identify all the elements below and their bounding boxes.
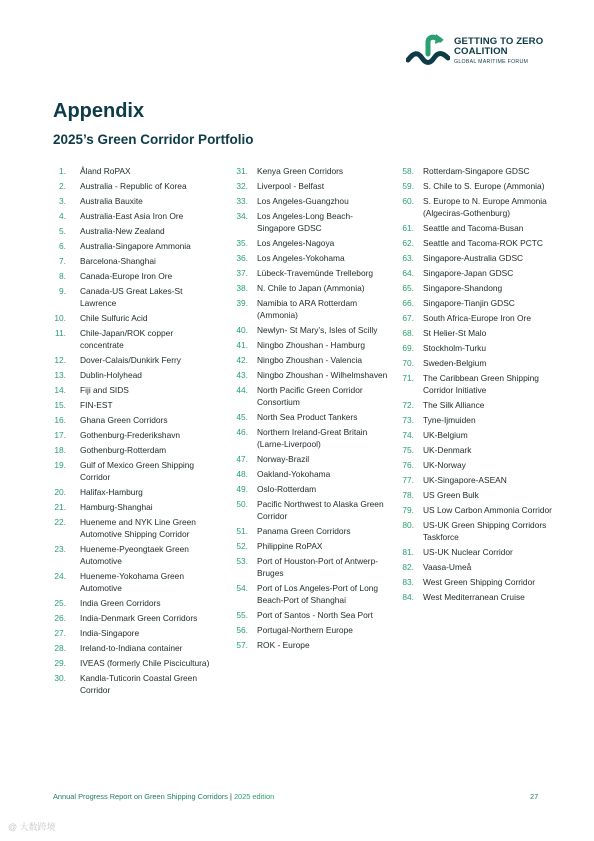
list-item-number: 44. [236,385,248,395]
list-item-label: Hamburg-Shanghai [80,502,153,512]
list-item [396,591,556,603]
list-item-number: 60. [402,196,414,206]
list-item [396,327,556,339]
list-item-label: West Mediterranean Cruise [423,592,525,602]
list-item-number: 22. [54,517,66,527]
list-item-label: Singapore-Tianjin GDSC [423,298,515,308]
list-item-label: Los Angeles-Yokohama [257,253,345,263]
list-item-number: 83. [402,577,414,587]
list-item-number: 14. [54,385,66,395]
list-item-label: Lübeck-Travemünde Trelleborg [257,268,374,278]
footer-separator: | [230,792,232,801]
list-item [230,354,390,366]
corridor-list-column-2 [230,165,390,654]
list-item-label: Stockholm-Turku [423,343,486,353]
list-item-number: 66. [402,298,414,308]
list-item-label: St Helier-St Malo [423,328,487,338]
list-item-label: IVEAS (formerly Chile Piscicultura) [80,658,210,668]
list-item [230,339,390,351]
list-item-number: 63. [402,253,414,263]
list-item [396,222,556,234]
list-item-label: India-Denmark Green Corridors [80,613,198,623]
list-item-label: Port of Santos - North Sea Port [257,610,373,620]
list-item [54,285,214,309]
list-item-number: 48. [236,469,248,479]
logo-text [454,37,543,66]
list-item-label: Hueneme-Pyeongtaek Green Automotive [80,544,189,566]
list-item-number: 31. [236,166,248,176]
list-item-label: Dublin-Holyhead [80,370,142,380]
list-item-label: Port of Houston-Port of Antwerp-Bruges [257,556,379,578]
list-item-label: Hueneme-Yokohama Green Automotive [80,571,184,593]
list-item-label: Hueneme and NYK Line Green Automotive Shipping Corridor [80,517,196,539]
list-item [230,468,390,480]
list-item-number: 54. [236,583,248,593]
list-item [396,519,556,543]
list-item-label: West Green Shipping Corridor [423,577,536,587]
list-item-label: Port of Los Angeles-Port of Long Beach-Port of Shanghai [257,583,379,605]
list-item-label: Åland RoPAX [80,166,131,176]
list-item [230,426,390,450]
page-number: 27 [530,792,539,801]
page-subtitle: 2025’s Green Corridor Portfolio [53,132,254,147]
list-item-number: 42. [236,355,248,365]
list-item-number: 64. [402,268,414,278]
list-item-number: 57. [236,640,248,650]
list-item-label: South Africa-Europe Iron Ore [423,313,531,323]
list-item [54,597,214,609]
list-item [54,612,214,624]
list-item-number: 20. [54,487,66,497]
list-item-label: The Silk Alliance [423,400,485,410]
list-item-number: 21. [54,502,66,512]
list-item [230,180,390,192]
list-item-number: 76. [402,460,414,470]
list-item [230,483,390,495]
list-item-number: 12. [54,355,66,365]
list-item-label: UK-Norway [423,460,466,470]
list-item-label: Liverpool - Belfast [257,181,325,191]
list-item-label: Singapore-Shandong [423,283,503,293]
list-item [54,570,214,594]
list-item-label: Kenya Green Corridors [257,166,344,176]
list-item-number: 51. [236,526,248,536]
list-item-label: UK-Belgium [423,430,468,440]
list-item-number: 23. [54,544,66,554]
list-item-number: 13. [54,370,66,380]
list-item-label: North Sea Product Tankers [257,412,358,422]
list-item [396,282,556,294]
list-item-number: 65. [402,283,414,293]
list-item-label: North Pacific Green Corridor Consortium [257,385,363,407]
list-item-number: 68. [402,328,414,338]
list-item [54,414,214,426]
list-item-number: 35. [236,238,248,248]
list-item [396,342,556,354]
list-item [396,195,556,219]
list-item-label: S. Europe to N. Europe Ammonia (Algeciras-Gothenburg) [423,196,547,218]
list-item [396,444,556,456]
list-item [396,474,556,486]
list-item-label: N. Chile to Japan (Ammonia) [257,283,365,293]
list-item-number: 16. [54,415,66,425]
list-item [54,384,214,396]
list-item-number: 28. [54,643,66,653]
list-item [396,372,556,396]
list-item-number: 11. [54,328,66,338]
list-item [230,582,390,606]
list-item-label: Dover-Calais/Dunkirk Ferry [80,355,181,365]
page-title: Appendix [53,100,145,122]
list-item [396,576,556,588]
list-item-number: 39. [236,298,248,308]
list-item [54,486,214,498]
list-item [54,369,214,381]
list-item [230,639,390,651]
list-item [54,210,214,222]
list-item-label: Pacific Northwest to Alaska Green Corridor [257,499,384,521]
list-item-label: UK-Denmark [423,445,472,455]
list-item [54,657,214,669]
list-item-label: Australia Bauxite [80,196,143,206]
list-item [54,399,214,411]
logo-wave-icon [406,34,450,72]
list-item [54,444,214,456]
list-item-label: Seattle and Tacoma-ROK PCTC [423,238,543,248]
list-item-number: 81. [402,547,414,557]
list-item-label: Halifax-Hamburg [80,487,143,497]
list-item-number: 69. [402,343,414,353]
list-item-number: 18. [54,445,66,455]
list-item-label: Australia-East Asia Iron Ore [80,211,184,221]
list-item-number: 59. [402,181,414,191]
list-item-label: US-UK Nuclear Corridor [423,547,513,557]
list-item [54,627,214,639]
list-item [396,357,556,369]
list-item [54,270,214,282]
list-item-label: Oslo-Rotterdam [257,484,317,494]
list-item [54,543,214,567]
list-item-label: Chile-Japan/ROK copper concentrate [80,328,174,350]
list-item-label: Australia - Republic of Korea [80,181,187,191]
list-item-number: 3. [59,196,66,206]
list-item [396,165,556,177]
list-item-number: 75. [402,445,414,455]
list-item-number: 78. [402,490,414,500]
corridor-list-column-3 [396,165,556,606]
list-item-number: 19. [54,460,66,470]
list-item-number: 38. [236,283,248,293]
list-item-number: 49. [236,484,248,494]
list-item-number: 73. [402,415,414,425]
list-item [230,369,390,381]
list-item-number: 9. [59,286,66,296]
list-item-number: 53. [236,556,248,566]
list-item-number: 82. [402,562,414,572]
list-item-label: Singapore-Japan GDSC [423,268,514,278]
list-item-number: 47. [236,454,248,464]
list-item [230,555,390,579]
list-item-number: 15. [54,400,66,410]
footer-report-title [53,792,274,801]
list-item-number: 52. [236,541,248,551]
list-item-label: Vaasa-Umeå [423,562,472,572]
list-item [230,498,390,522]
list-item-number: 40. [236,325,248,335]
list-item-number: 43. [236,370,248,380]
list-item [54,240,214,252]
list-item-label: UK-Singapore-ASEAN [423,475,507,485]
list-item-label: Singapore-Australia GDSC [423,253,524,263]
list-item [230,411,390,423]
list-item [230,210,390,234]
list-item [396,399,556,411]
list-item-label: Los Angeles-Guangzhou [257,196,349,206]
list-item [230,324,390,336]
list-item-label: The Caribbean Green Shipping Corridor Initiative [423,373,539,395]
list-item-label: Gothenburg-Frederikshavn [80,430,181,440]
list-item [396,414,556,426]
list-item [396,252,556,264]
logo-line-2: COALITION [454,46,508,57]
list-item-number: 1. [59,166,66,176]
list-item [54,165,214,177]
list-item [230,525,390,537]
list-item-label: Northern Ireland-Great Britain (Larne-Liverpool) [257,427,368,449]
list-item-number: 80. [402,520,414,530]
list-item-label: Norway-Brazil [257,454,310,464]
list-item-label: Chile Sulfuric Acid [80,313,148,323]
list-item-label: FIN-EST [80,400,113,410]
list-item-label: Ningbo Zhoushan - Wilhelmshaven [257,370,388,380]
list-item-number: 84. [402,592,414,602]
list-item [396,546,556,558]
list-item-label: Oakland-Yokohama [257,469,331,479]
list-item [54,180,214,192]
list-item [230,624,390,636]
list-item-label: US-UK Green Shipping Corridors Taskforce [423,520,547,542]
list-item [230,453,390,465]
list-item-number: 32. [236,181,248,191]
list-item-number: 77. [402,475,414,485]
watermark: @ 大数跨境 [8,822,56,832]
list-item-label: Barcelona-Shanghai [80,256,156,266]
list-item [54,459,214,483]
list-item [396,504,556,516]
footer-edition: 2025 edition [233,792,275,801]
list-item-number: 26. [54,613,66,623]
list-item-number: 74. [402,430,414,440]
list-item-label: Seattle and Tacoma-Busan [423,223,524,233]
list-item [230,252,390,264]
logo-line-1: GETTING TO ZERO [454,36,544,47]
list-item-label: Ningbo Zhoushan - Valencia [257,355,363,365]
list-item-label: India Green Corridors [80,598,161,608]
list-item-number: 72. [402,400,414,410]
list-item [230,267,390,279]
list-item-number: 4. [59,211,66,221]
list-item-label: Canada-Europe Iron Ore [80,271,173,281]
list-item [396,267,556,279]
list-item [230,297,390,321]
list-item-label: Sweden-Belgium [423,358,487,368]
list-item-number: 24. [54,571,66,581]
list-item-label: S. Chile to S. Europe (Ammonia) [423,181,545,191]
list-item [54,327,214,351]
list-item [54,354,214,366]
list-item [54,225,214,237]
list-item-number: 30. [54,673,66,683]
list-item [396,180,556,192]
list-item [396,297,556,309]
list-item-number: 56. [236,625,248,635]
list-item-number: 62. [402,238,414,248]
list-item-label: Ningbo Zhoushan - Hamburg [257,340,366,350]
list-item [54,255,214,267]
list-item-label: Panama Green Corridors [257,526,351,536]
list-item-label: Portugal-Northern Europe [257,625,353,635]
list-item [54,672,214,696]
list-item-label: Philippine RoPAX [257,541,323,551]
list-item [230,282,390,294]
list-item-number: 8. [59,271,66,281]
list-item-label: Gulf of Mexico Green Shipping Corridor [80,460,195,482]
list-item [54,501,214,513]
list-item-number: 41. [236,340,248,350]
list-item-number: 70. [402,358,414,368]
list-item [396,459,556,471]
list-item-number: 45. [236,412,248,422]
list-item-label: Canada-US Great Lakes-St Lawrence [80,286,183,308]
list-item [396,429,556,441]
list-item [54,195,214,207]
list-item-label: Rotterdam-Singapore GDSC [423,166,530,176]
list-item [230,195,390,207]
list-item-number: 50. [236,499,248,509]
list-item-number: 58. [402,166,414,176]
list-item-label: Kandla-Tuticorin Coastal Green Corridor [80,673,197,695]
list-item-label: Gothenburg-Rotterdam [80,445,167,455]
list-item [54,429,214,441]
list-item-number: 10. [54,313,66,323]
list-item [230,540,390,552]
list-item-number: 29. [54,658,66,668]
list-item [396,312,556,324]
list-item-label: US Green Bulk [423,490,479,500]
corridor-list-column-1 [54,165,214,699]
list-item-label: US Low Carbon Ammonia Corridor [423,505,552,515]
list-item-number: 6. [59,241,66,251]
list-item-label: Namibia to ARA Rotterdam (Ammonia) [257,298,358,320]
list-item-number: 25. [54,598,66,608]
list-item [54,642,214,654]
list-item-number: 2. [59,181,66,191]
list-item [230,384,390,408]
list-item-label: Australia-New Zealand [80,226,165,236]
list-item-number: 71. [402,373,414,383]
list-item-label: Newlyn- St Mary’s, Isles of Scilly [257,325,378,335]
list-item-label: Fiji and SIDS [80,385,129,395]
coalition-logo [406,32,556,74]
list-item-number: 61. [402,223,414,233]
list-item-number: 46. [236,427,248,437]
list-item [230,237,390,249]
list-item-label: ROK - Europe [257,640,310,650]
list-item-label: Ghana Green Corridors [80,415,168,425]
list-item-label: Australia-Singapore Ammonia [80,241,191,251]
list-item-number: 5. [59,226,66,236]
logo-line-3: GLOBAL MARITIME FORUM [454,59,529,65]
list-item-label: Los Angeles-Long Beach-Singapore GDSC [257,211,353,233]
footer-report-name: Annual Progress Report on Green Shipping Corridors [53,792,229,801]
list-item-number: 34. [236,211,248,221]
list-item-label: Los Angeles-Nagoya [257,238,335,248]
list-item-number: 17. [54,430,66,440]
list-item-number: 7. [59,256,66,266]
list-item-number: 67. [402,313,414,323]
list-item [54,312,214,324]
list-item [396,237,556,249]
list-item-number: 79. [402,505,414,515]
list-item-number: 33. [236,196,248,206]
list-item-label: Ireland-to-Indiana container [80,643,183,653]
list-item [396,489,556,501]
list-item-label: Tyne-Ijmuiden [423,415,476,425]
list-item [54,516,214,540]
list-item-number: 55. [236,610,248,620]
list-item [396,561,556,573]
list-item [230,609,390,621]
list-item-label: India-Singapore [80,628,140,638]
list-item-number: 36. [236,253,248,263]
list-item [230,165,390,177]
list-item-number: 37. [236,268,248,278]
list-item-number: 27. [54,628,66,638]
